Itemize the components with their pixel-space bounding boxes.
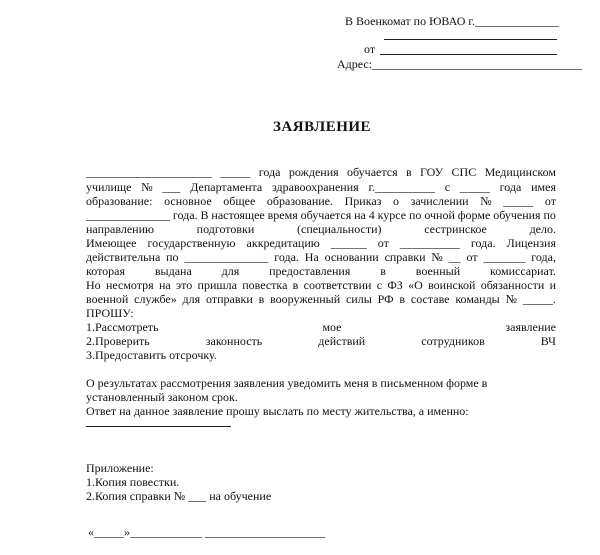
word: вооруженный — [270, 292, 341, 306]
word: по — [409, 208, 422, 222]
word: ______ — [330, 236, 367, 250]
word: комиссариат. — [490, 264, 556, 278]
word: военной — [86, 292, 129, 306]
word: с — [376, 278, 383, 292]
word: для — [182, 292, 201, 306]
word: г.__________ — [368, 180, 436, 194]
request-item-2 — [86, 334, 556, 348]
word: здравоохранения — [271, 180, 359, 194]
word: 4 — [368, 208, 375, 222]
word: года. — [274, 250, 299, 264]
word: обучения — [493, 208, 541, 222]
word: о — [393, 194, 400, 208]
body-line-9 — [86, 278, 556, 292]
word: силы — [345, 292, 372, 306]
address-line: Адрес:___________________________________ — [337, 57, 583, 71]
word: для — [221, 264, 240, 278]
document-title: ЗАЯВЛЕНИЕ — [273, 119, 372, 135]
word: Медицинском — [484, 165, 556, 179]
from-blank-line — [380, 54, 557, 55]
word: ГОУ — [420, 165, 444, 179]
word: справки — [384, 250, 426, 264]
word: государственную — [147, 236, 236, 250]
date-signature-line: «_____»____________ ____________________ — [88, 525, 325, 539]
notice-line-2: установленный законом срок. — [86, 390, 238, 404]
addressee-line: В Военкомат по ЮВАО г.______________ — [345, 14, 559, 28]
word: ФЗ — [387, 278, 403, 292]
word: года. — [470, 236, 496, 250]
word: основное — [164, 194, 212, 208]
word: года. — [172, 208, 198, 222]
word: _______ — [483, 250, 526, 264]
body-line-3 — [86, 194, 556, 208]
word: которая — [86, 264, 125, 278]
word: года — [258, 165, 281, 179]
word: № — [431, 250, 443, 264]
word: законность — [205, 334, 263, 348]
word: воинской — [428, 278, 476, 292]
word: ______________ — [184, 250, 269, 264]
word: в — [380, 264, 386, 278]
word: Приказ — [344, 194, 382, 208]
body-line-6 — [86, 236, 556, 250]
word: _____ — [220, 165, 251, 179]
word: от — [466, 250, 478, 264]
word: (специальности) — [297, 222, 382, 236]
word: рождения — [288, 165, 339, 179]
word: на — [158, 278, 171, 292]
word: с — [444, 180, 451, 194]
word: образование. — [266, 194, 333, 208]
word: заявление — [505, 320, 556, 334]
word: _____. — [522, 292, 556, 306]
word: основании — [324, 250, 379, 264]
word: 2.Проверить — [86, 334, 150, 348]
word: имея — [531, 180, 556, 194]
word: время — [267, 208, 298, 222]
request-item-3: 3.Предоставить отсрочку. — [86, 348, 217, 362]
body-line-8 — [86, 264, 556, 278]
word: повестка — [242, 278, 288, 292]
word: сотрудников — [421, 334, 485, 348]
word: ___ — [162, 180, 181, 194]
body-line-10 — [86, 292, 556, 306]
word: __ — [448, 250, 461, 264]
word: В — [200, 208, 209, 222]
word: составе — [410, 292, 450, 306]
word: аккредитацию — [246, 236, 320, 250]
address-blank-line — [86, 426, 231, 427]
word: года, — [531, 250, 556, 264]
notice-line-3: Ответ на данное заявление прошу выслать по месту жительства, а именно: — [86, 404, 469, 418]
word: «О — [408, 278, 423, 292]
word: обязанности — [480, 278, 545, 292]
word: _____ — [503, 194, 534, 208]
word: предоставления — [269, 264, 351, 278]
word: по — [543, 208, 556, 222]
word: отправки — [206, 292, 253, 306]
word: в — [405, 165, 412, 179]
word: __________ — [399, 236, 460, 250]
word: очной — [424, 208, 455, 222]
word: Но — [86, 278, 101, 292]
attachments-heading: Приложение: — [86, 461, 154, 475]
word: Лицензия — [506, 236, 556, 250]
body-line-5 — [86, 222, 556, 236]
request-item-1 — [86, 320, 556, 334]
word: выдана — [154, 264, 192, 278]
word: № — [505, 292, 518, 306]
word: СПС — [451, 165, 477, 179]
word: сестринское — [424, 222, 487, 236]
body-line-4 — [86, 208, 556, 222]
word: училище — [86, 180, 132, 194]
body-line-7 — [86, 250, 556, 264]
word: общее — [223, 194, 256, 208]
word: Имеющее — [86, 236, 137, 250]
word: в — [258, 292, 265, 306]
word: образование: — [86, 194, 153, 208]
word: по — [166, 250, 179, 264]
from-label: от — [364, 42, 376, 56]
word: форме — [457, 208, 491, 222]
word: зачислении — [410, 194, 469, 208]
word: действительна — [86, 250, 161, 264]
word: команды — [455, 292, 500, 306]
word: службе» — [134, 292, 177, 306]
word: направлению — [86, 222, 154, 236]
word: от — [377, 236, 389, 250]
word: в — [399, 292, 406, 306]
word: дело. — [529, 222, 556, 236]
word: ВЧ — [540, 334, 556, 348]
word: ______________ — [86, 208, 170, 222]
word: на — [354, 208, 366, 222]
word: от — [544, 194, 556, 208]
word: На — [304, 250, 319, 264]
word: № — [480, 194, 492, 208]
word: _____ — [459, 180, 490, 194]
word: курсе — [377, 208, 407, 222]
word: в — [292, 278, 299, 292]
word: несмотря — [105, 278, 154, 292]
attachment-item-2: 2.Копия справки № ___ на обучение — [86, 489, 272, 503]
word: это — [175, 278, 193, 292]
body-line-1 — [86, 165, 556, 179]
word: _____________________ — [86, 165, 212, 179]
request-heading: ПРОШУ: — [86, 306, 134, 320]
word: и — [549, 278, 556, 292]
body-line-2 — [86, 180, 556, 194]
word: РФ — [377, 292, 394, 306]
word: военный — [415, 264, 461, 278]
word: настоящее — [211, 208, 265, 222]
word: обучается — [347, 165, 398, 179]
word: соответствии — [303, 278, 372, 292]
word: подготовки — [196, 222, 255, 236]
attachment-item-1: 1.Копия повестки. — [86, 475, 180, 489]
word: года — [499, 180, 522, 194]
word: № — [141, 180, 153, 194]
word: мое — [322, 320, 342, 334]
addressee-blank-line — [384, 39, 557, 40]
word: Департамента — [190, 180, 263, 194]
word: действий — [318, 334, 366, 348]
word: обучается — [300, 208, 352, 222]
word: пришла — [197, 278, 237, 292]
notice-line-1: О результатах рассмотрения заявления уведомить меня в письменном форме в — [86, 376, 488, 390]
word: 1.Рассмотреть — [86, 320, 159, 334]
